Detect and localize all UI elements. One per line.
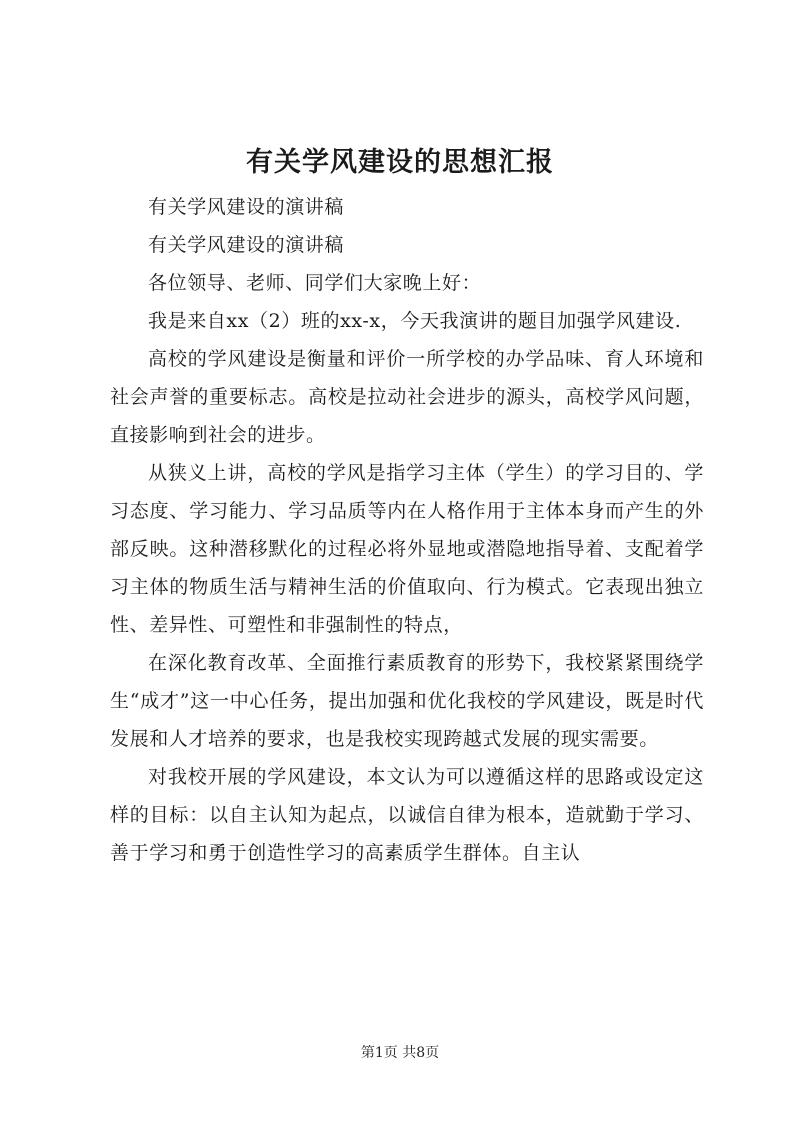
- page-number: 第1页 共8页: [360, 1045, 440, 1061]
- paragraph: 在深化教育改革、全面推行素质教育的形势下，我校紧紧围绕学生“成才”这一中心任务，提出加强和优化我校的学风建设，既是时代发展和人才培养的要求，也是我校实现跨越式发展的现实需要。: [110, 652, 704, 750]
- document-body: [110, 188, 704, 872]
- paragraph: 有关学风建设的演讲稿: [148, 196, 345, 218]
- paragraph: 从狭义上讲，高校的学风是指学习主体（学生）的学习目的、学习态度、学习能力、学习品质等内在人格作用于主体本身而产生的外部反映。这种潜移默化的过程必将外显地或潜隐地指导着、支配着学习主体的物质生活与精神生活的价值取向、行为模式。它表现出独立性、差异性、可塑性和非强制性的特点，: [110, 462, 704, 636]
- paragraph: 我是来自xx（2）班的xx-x，今天我演讲的题目加强学风建设.: [148, 310, 682, 332]
- page-footer: [0, 1042, 800, 1062]
- paragraph: 有关学风建设的演讲稿: [148, 234, 345, 256]
- paragraph: 高校的学风建设是衡量和评价一所学校的办学品味、育人环境和社会声誉的重要标志。高校是拉动社会进步的源头，高校学风问题，直接影响到社会的进步。: [110, 348, 704, 446]
- paragraph: 各位领导、老师、同学们大家晚上好：: [148, 272, 482, 294]
- paragraph: 对我校开展的学风建设，本文认为可以遵循这样的思路或设定这样的目标：以自主认知为起点，以诚信自律为根本，造就勤于学习、善于学习和勇于创造性学习的高素质学生群体。自主认: [110, 766, 704, 864]
- document-title: 有关学风建设的思想汇报: [246, 147, 554, 178]
